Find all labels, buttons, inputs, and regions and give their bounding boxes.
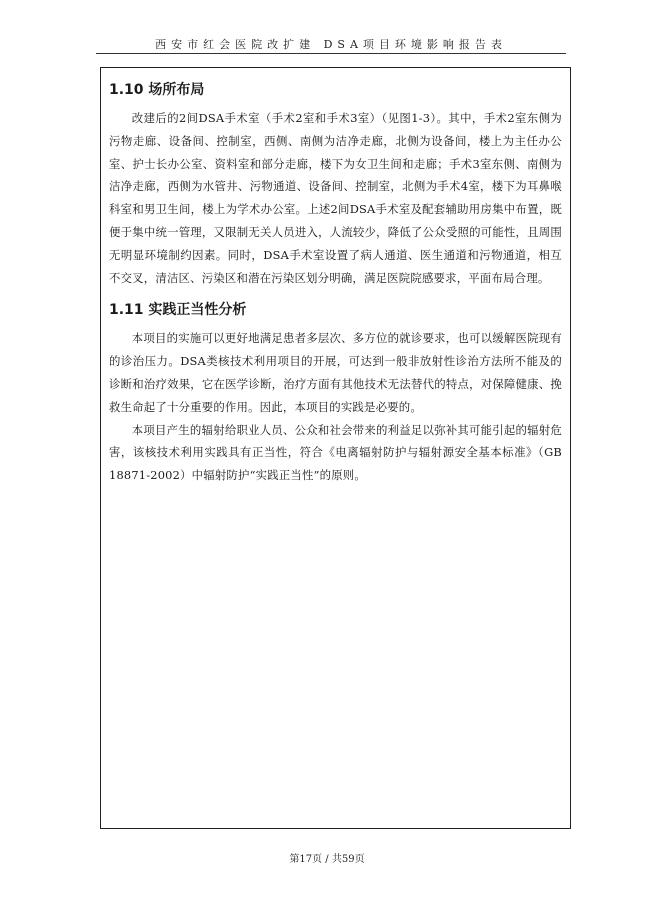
section-paragraph-justification-2: 本项目产生的辐射给职业人员、公众和社会带来的利益足以弥补其可能引起的辐射危害，该核技术利用实践具有正当性，符合《电离辐射防护与辐射源安全基本标准》（GB 18871-2002）中辐射防护“实践正当性”的原则。: [109, 422, 562, 483]
page-number: 第17页 / 共59页: [289, 854, 365, 865]
section-heading-layout: 1.10 场所布局: [109, 82, 205, 98]
page-header-title: 西安市红会医院改扩建 DSA项目环境影响报告表: [155, 38, 507, 51]
content-frame: [100, 67, 571, 829]
document-body: [109, 79, 562, 487]
section-paragraph-justification-1: 本项目的实施可以更好地满足患者多层次、多方位的就诊要求，也可以缓解医院现有的诊治压力。DSA类核技术利用项目的开展，可达到一般非放射性诊治方法所不能及的诊断和治疗效果，它在医学诊断，治疗方面有其他技术无法替代的特点，对保障健康、挽救生命起了十分重要的作用。因此，本项目的实践是必要的。: [109, 331, 562, 414]
header-divider: [96, 53, 566, 54]
section-paragraph-layout: 改建后的2间DSA手术室（手术2室和手术3室）（见图1-3）。其中，手术2室东侧为污物走廊、设备间、控制室，西侧、南侧为洁净走廊，北侧为设备间，楼上为主任办公室、护士长办公室、资料室和部分走廊，楼下为女卫生间和走廊；手术3室东侧、南侧为洁净走廊，西侧为水管井、污物通道、设备间、控制室，北侧为手术4室，楼下为耳鼻喉科室和男卫生间，楼上为学术办公室。上述2间DSA手术室及配套辅助用房集中布置，既便于集中统一管理，又限制无关人员进入，人流较少，降低了公众受照的可能性，且周围无明显环境制约因素。同时，DSA手术室设置了病人通道、医生通道和污物通道，相互不交叉，清洁区、污染区和潜在污染区划分明确，满足医院院感要求，平面布局合理。: [109, 111, 562, 285]
section-heading-justification: 1.11 实践正当性分析: [109, 302, 247, 319]
